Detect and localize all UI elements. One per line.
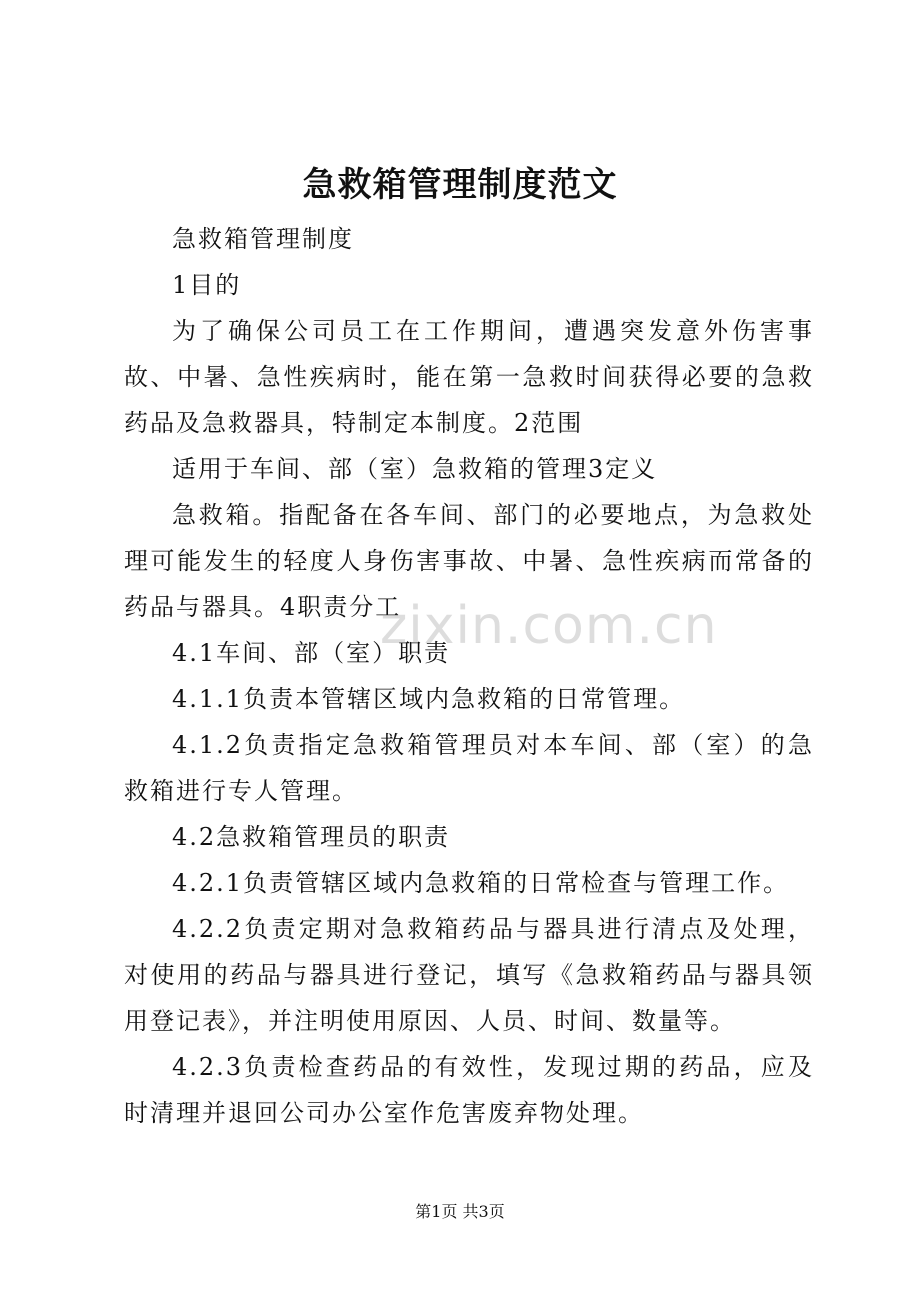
paragraph: 急救箱。指配备在各车间、部门的必要地点，为急救处理可能发生的轻度人身伤害事故、中暑、急性疾病而常备的药品与器具。4职责分工 [124,501,814,621]
document-body [124,216,814,1136]
paragraph: 4.2.3负责检查药品的有效性，发现过期的药品，应及时清理并退回公司办公室作危害废弃物处理。 [124,1053,814,1127]
paragraph: 为了确保公司员工在工作期间，遭遇突发意外伤害事故、中暑、急性疾病时，能在第一急救时间获得必要的急救药品及急救器具，特制定本制度。2范围 [124,317,814,437]
paragraph: 适用于车间、部（室）急救箱的管理3定义 [172,455,658,483]
paragraph: 4.1.2负责指定急救箱管理员对本车间、部（室）的急救箱进行专人管理。 [124,731,814,805]
paragraph: 4.1车间、部（室）职责 [172,639,451,667]
paragraph: 4.2急救箱管理员的职责 [172,823,451,851]
document-title: 急救箱管理制度范文 [302,165,618,205]
paragraph: 4.1.1负责本管辖区域内急救箱的日常管理。 [172,685,686,713]
paragraph: 4.2.2负责定期对急救箱药品与器具进行清点及处理，对使用的药品与器具进行登记，填写《急救箱药品与器具领用登记表》，并注明使用原因、人员、时间、数量等。 [124,915,814,1035]
watermark: zixin.com.cn [380,596,718,656]
page-footer: 第1页 共3页 [415,1202,505,1221]
paragraph: 急救箱管理制度 [172,225,354,253]
paragraph: 4.2.1负责管辖区域内急救箱的日常检查与管理工作。 [172,869,790,897]
paragraph: 1目的 [172,271,242,299]
